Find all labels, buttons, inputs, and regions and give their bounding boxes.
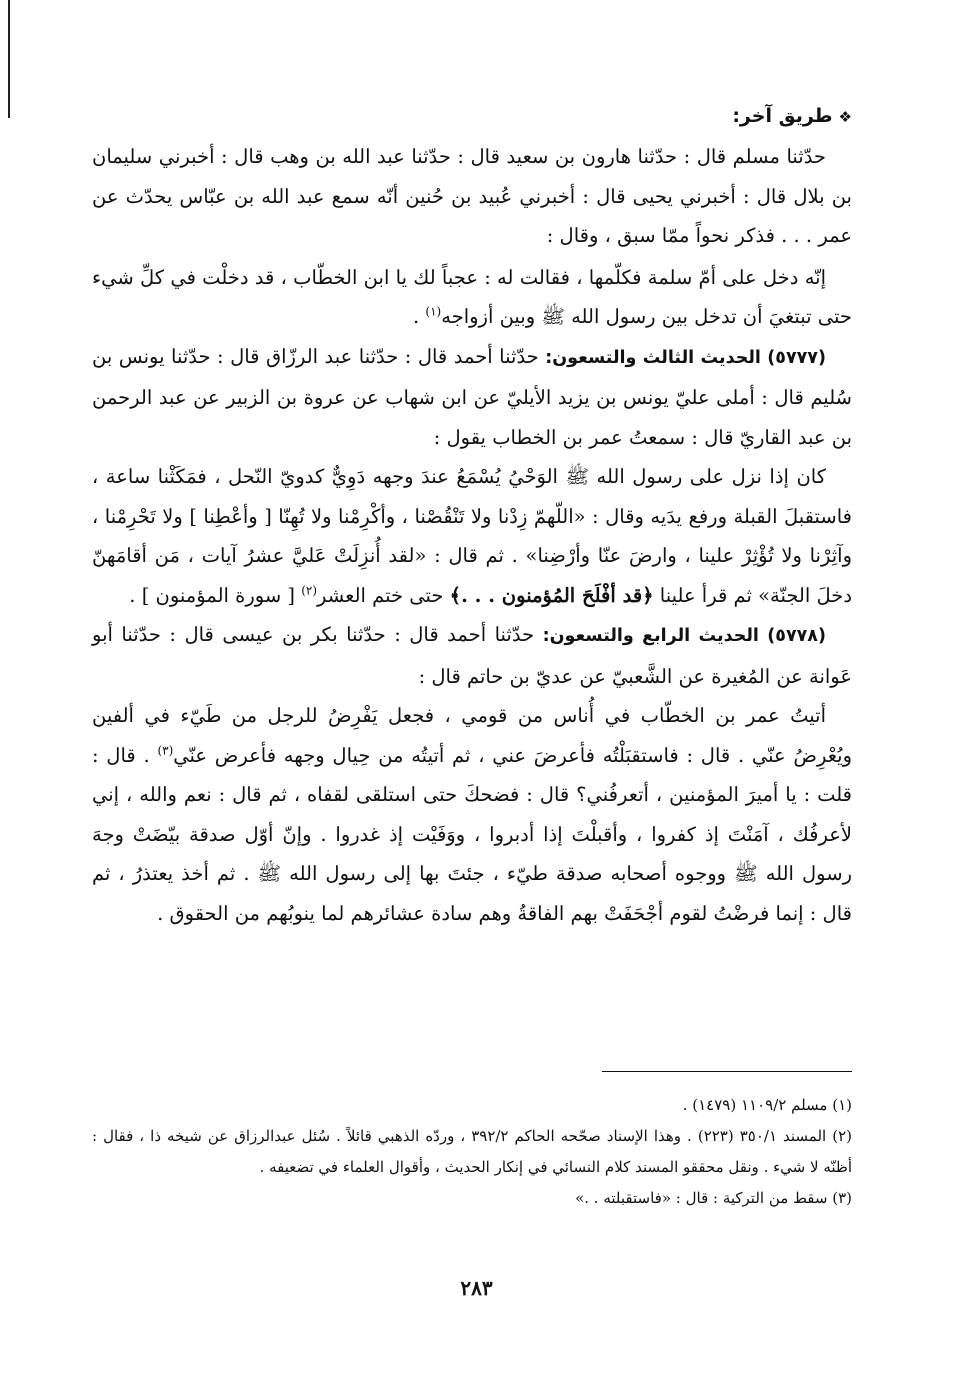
hadith-5778-matn-text: أتيتُ عمر بن الخطّاب في أُناس من قومي ، فجعل يَفْرِضُ للرجل من طَيّء في ألفين ويُعْرِضُ عنّي . قال : فاستقبَلْتُه فأعرضَ عني ، ثم أتيتُه من حِيال وجهه فأعرض عنّي <box>92 704 853 767</box>
hadith-5778-matn <box>92 696 852 933</box>
binding-edge-line <box>8 0 10 118</box>
hadith-5777-title: (٥٧٧٧) الحديث الثالث والتسعون: <box>545 347 826 368</box>
footnote-ref-2: (٢) <box>301 583 318 597</box>
footnote-ref-3: (٣) <box>157 743 174 757</box>
quran-quote: ﴿قد أفْلَحَ المُؤمنون . . .﴾ <box>449 583 654 607</box>
hadith-5778-matn-cont: . قال : قلت : يا أميرَ المؤمنين ، أتعرفُني؟ قال : فضحكَ حتى استلقى لقفاه ، ثم قال : نعم والله ، إني لأعرفُك ، آمَنْتَ إذ كفروا ، وأقبلْتَ إذا أدبروا ، ووَفَيْت إذ غدروا . وإنّ أوّل صدقة بيّضَتْ وجهَ رسول الله ﷺ ووجوه أصحابه صدقة طيّء ، جئتَ بها إلى رسول الله ﷺ . ثم أخذ يعتذرُ ، ثم قال : إنما فرضْتُ لقوم أجْحَفَتْ بهم الفاقةُ وهم سادة عشائرهم لما ينوبُهم من الحقوق . <box>92 743 852 925</box>
hadith-5777-matn <box>92 457 852 615</box>
paragraph-umm-salama-end: . <box>412 305 426 328</box>
diamond-bullet-icon: ❖ <box>838 108 852 126</box>
page-number: ٢٨٣ <box>460 1276 493 1300</box>
paragraph-umm-salama-text: إنّه دخل على أمّ سلمة فكلّمها ، فقالت له : عجباً لك يا ابن الخطّاب ، قد دخلْت في كلِّ شيء حتى تبتغيَ أن تدخل بين رسول الله ﷺ وبين أزواجه <box>92 265 852 328</box>
hadith-5778-title: (٥٧٧٨) الحديث الرابع والتسعون: <box>542 626 826 646</box>
hadith-5777-isnad-text: حدّثنا أحمد قال : حدّثنا عبد الرزّاق قال : حدّثنا يونس بن سُليم قال : أملى عليّ يونس بن يزيد الأيليّ عن ابن شهاب عن عروة بن الزبير عن عبد الرحمن بن عبد القاريّ قال : سمعتُ عمر بن الخطاب يقول : <box>92 344 852 449</box>
section-heading <box>92 96 852 137</box>
footnote-2: (٢) المسند ٣٥٠/١ (٢٢٣) . وهذا الإسناد صحّحه الحاكم ٣٩٢/٢ ، وردّه الذهبي قائلاً . سُئل عبدالرزاق عن شيخه ذا ، فقال : أظنّه لا شيء . ونقل محققو المسند كلام النسائي في إنكار الحديث ، وأقوال العلماء في تضعيفه . <box>92 1127 852 1176</box>
hadith-5778-isnad-text: حدّثنا أحمد قال : حدّثنا بكر بن عيسى قال : حدّثنا أبو عَوانة عن المُغيرة عن الشَّعبيّ عن عديّ بن حاتم قال : <box>92 623 852 688</box>
hadith-5778-isnad <box>92 615 852 696</box>
footnotes <box>92 1090 852 1214</box>
paragraph-isnad-muslim: حدّثنا مسلم قال : حدّثنا هارون بن سعيد قال : حدّثنا عبد الله بن وهب قال : أخبرني سليمان بن بلال قال : أخبرني يحيى قال : أخبرني عُبيد بن حُنين أنّه سمع عبد الله بن عبّاس يحدّث عن عمر . . . فذكر نحواً ممّا سبق ، وقال : <box>92 145 852 247</box>
section-heading-text: طريق آخر: <box>732 105 833 127</box>
hadith-5777-matn-text: كان إذا نزل على رسول الله ﷺ الوَحْيُ يُسْمَعُ عندَ وجهه دَوِيٌّ كدويّ النّحل ، فمَكَثْنا ساعة ، فاستقبلَ القبلة ورفع يدَيه وقال : «اللّهمّ زِدْنا ولا تَنْقُصْنا ، وأكْرِمْنا ولا تُهِنّا [ وأعْطِنا ] ولا تَحْرِمْنا ، وآثِرْنا ولا تُؤْثِرْ علينا ، وارضَ عنّا وأرْضِنا» . ثم قال : «لقد أُنزِلَتْ عَليَّ عشرُ آيات ، مَن أقامَهنّ دخلَ الجنّة» ثم قرأ علينا <box>92 465 852 607</box>
paragraph-umm-salama <box>92 258 852 337</box>
page-body <box>92 96 852 933</box>
footnote-1: (١) مسلم ١١٠٩/٢ (١٤٧٩) . <box>682 1096 852 1114</box>
hadith-5777-isnad <box>92 337 852 458</box>
footnote-3: (٣) سقط من التركية : قال : «فاستقبلته . .» <box>575 1189 852 1207</box>
hadith-5777-matn-end: [ سورة المؤمنون ] . <box>129 583 302 607</box>
hadith-5777-matn-cont: حتى ختم العشر <box>317 583 450 607</box>
footnote-ref-1: (١) <box>425 304 442 319</box>
footnote-separator <box>602 1071 852 1072</box>
